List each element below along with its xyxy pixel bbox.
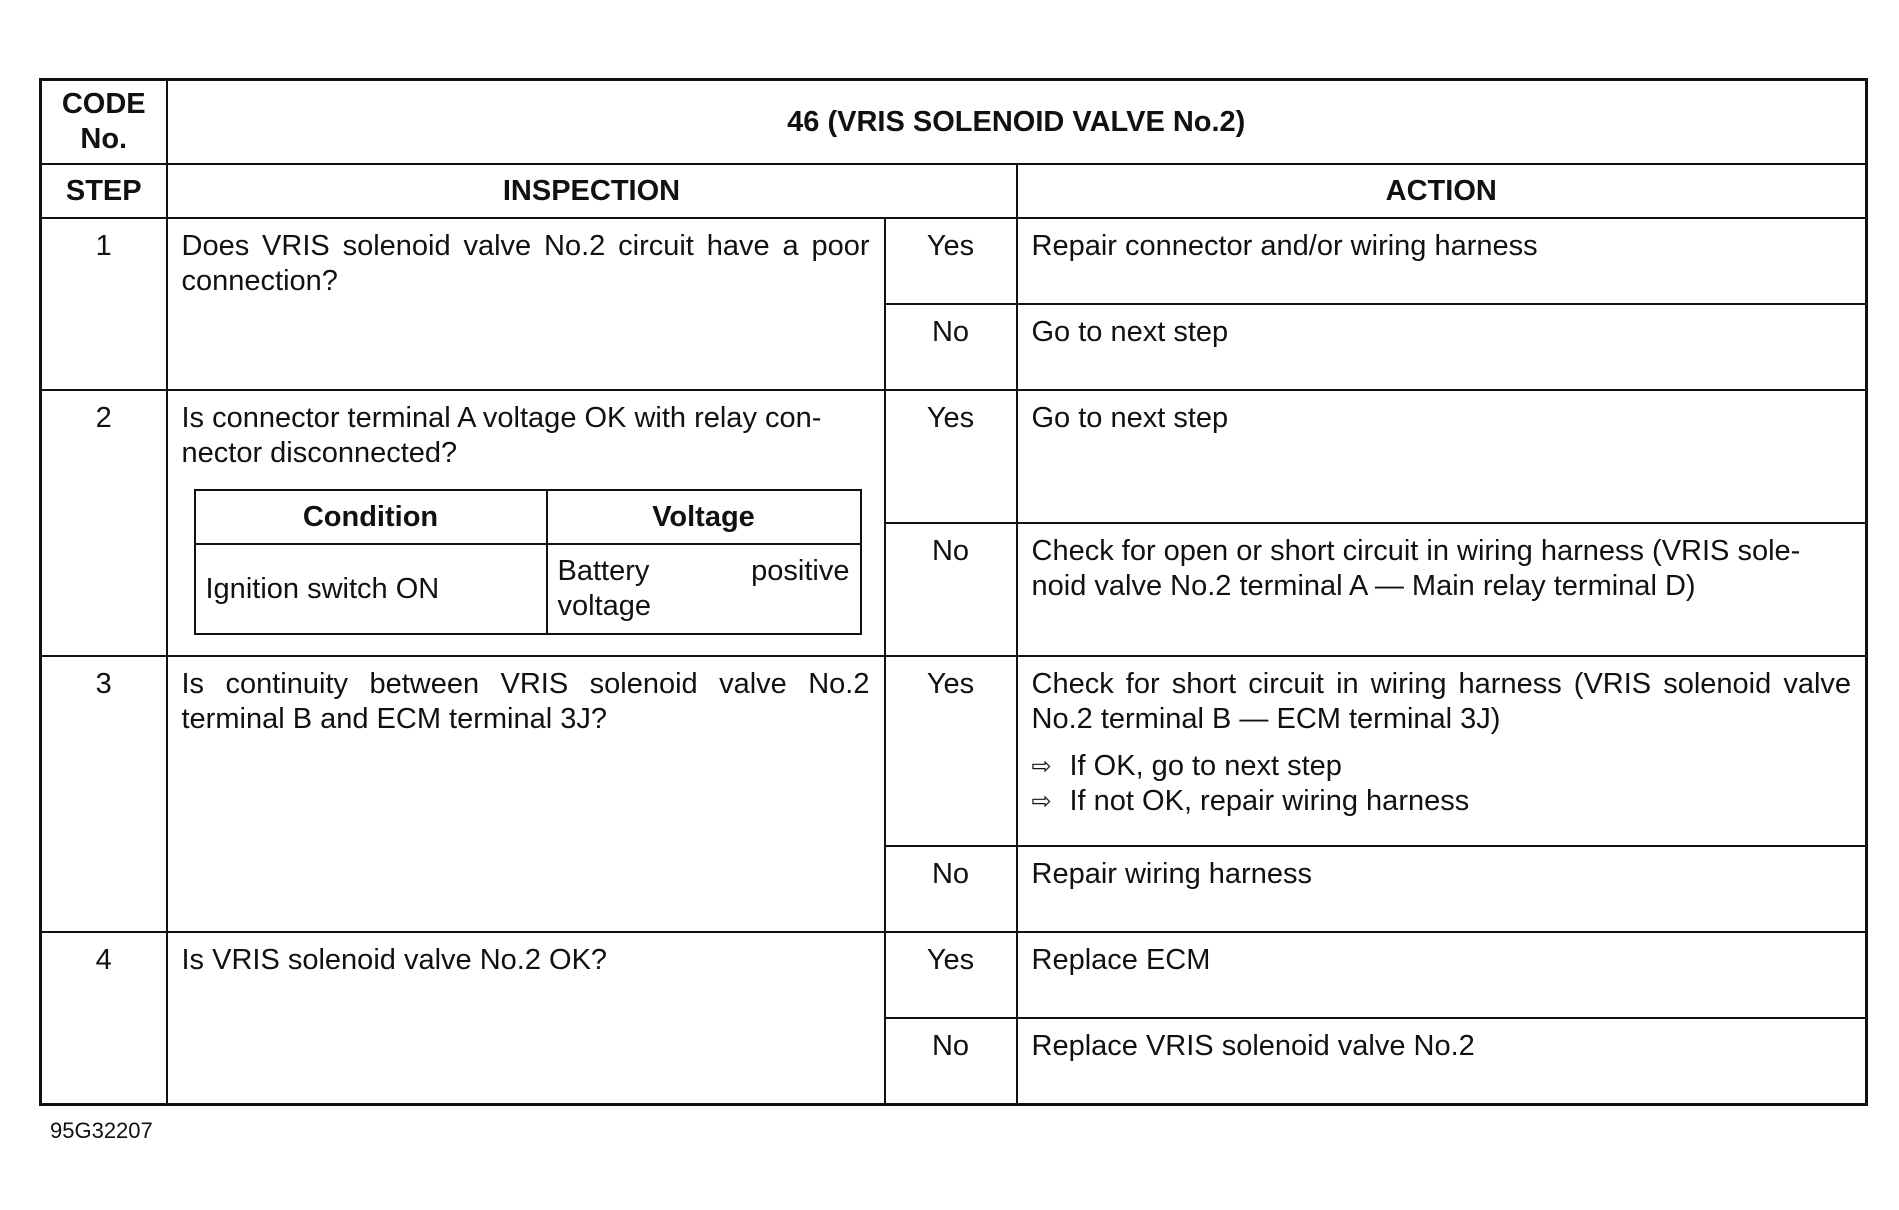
step-number: 1 <box>41 218 167 390</box>
sub-action-ok: If OK, go to next step <box>1069 750 1342 782</box>
code-number-header: CODE No. <box>41 80 167 165</box>
voltage-header: Voltage <box>547 490 861 544</box>
no-action: Go to next step <box>1017 304 1867 390</box>
no-label: No <box>885 846 1017 932</box>
yes-label: Yes <box>885 656 1017 846</box>
condition-header: Condition <box>195 490 547 544</box>
action-header: ACTION <box>1017 164 1867 218</box>
no-action: Replace VRIS solenoid valve No.2 <box>1017 1018 1867 1104</box>
inspection-question <box>167 390 885 656</box>
sub-action-not-ok: If not OK, repair wiring harness <box>1069 785 1470 817</box>
yes-action: Replace ECM <box>1017 932 1867 1018</box>
code-title: 46 (VRIS SOLENOID VALVE No.2) <box>167 80 1867 165</box>
voltage-value: Battery positive voltage <box>547 544 861 634</box>
yes-label: Yes <box>885 932 1017 1018</box>
step-header: STEP <box>41 164 167 218</box>
step-number: 2 <box>41 390 167 656</box>
no-label: No <box>885 1018 1017 1104</box>
yes-action: Repair connector and/or wiring harness <box>1017 218 1867 304</box>
no-label: No <box>885 523 1017 656</box>
hollow-right-arrow-icon: ⇨ <box>1031 753 1052 780</box>
yes-action-text: Check for short circuit in wiring harness (VRIS solenoid valve No.2 terminal B — ECM terminal 3J) <box>1031 668 1852 735</box>
no-action: Check for open or short circuit in wiring harness (VRIS sole-noid valve No.2 terminal A — Main relay terminal D) <box>1017 523 1867 656</box>
diagnostic-table <box>39 78 1868 1106</box>
figure-code: 95G32207 <box>50 1118 153 1143</box>
condition-table <box>194 489 862 635</box>
inspection-question: Is VRIS solenoid valve No.2 OK? <box>167 932 885 1104</box>
question-text: Is connector terminal A voltage OK with relay con-nector disconnected? <box>181 402 822 469</box>
yes-label: Yes <box>885 218 1017 304</box>
inspection-question: Is continuity between VRIS solenoid valve No.2 terminal B and ECM terminal 3J? <box>167 656 885 932</box>
yes-label: Yes <box>885 390 1017 523</box>
step-number: 4 <box>41 932 167 1104</box>
yes-action <box>1017 656 1867 846</box>
no-action: Repair wiring harness <box>1017 846 1867 932</box>
sub-actions <box>1032 749 1852 819</box>
inspection-header: INSPECTION <box>167 164 1017 218</box>
no-label: No <box>885 304 1017 390</box>
step-number: 3 <box>41 656 167 932</box>
condition-value: Ignition switch ON <box>195 544 547 634</box>
yes-action: Go to next step <box>1017 390 1867 523</box>
inspection-question: Does VRIS solenoid valve No.2 circuit have a poor connection? <box>167 218 885 390</box>
hollow-right-arrow-icon: ⇨ <box>1031 788 1052 815</box>
